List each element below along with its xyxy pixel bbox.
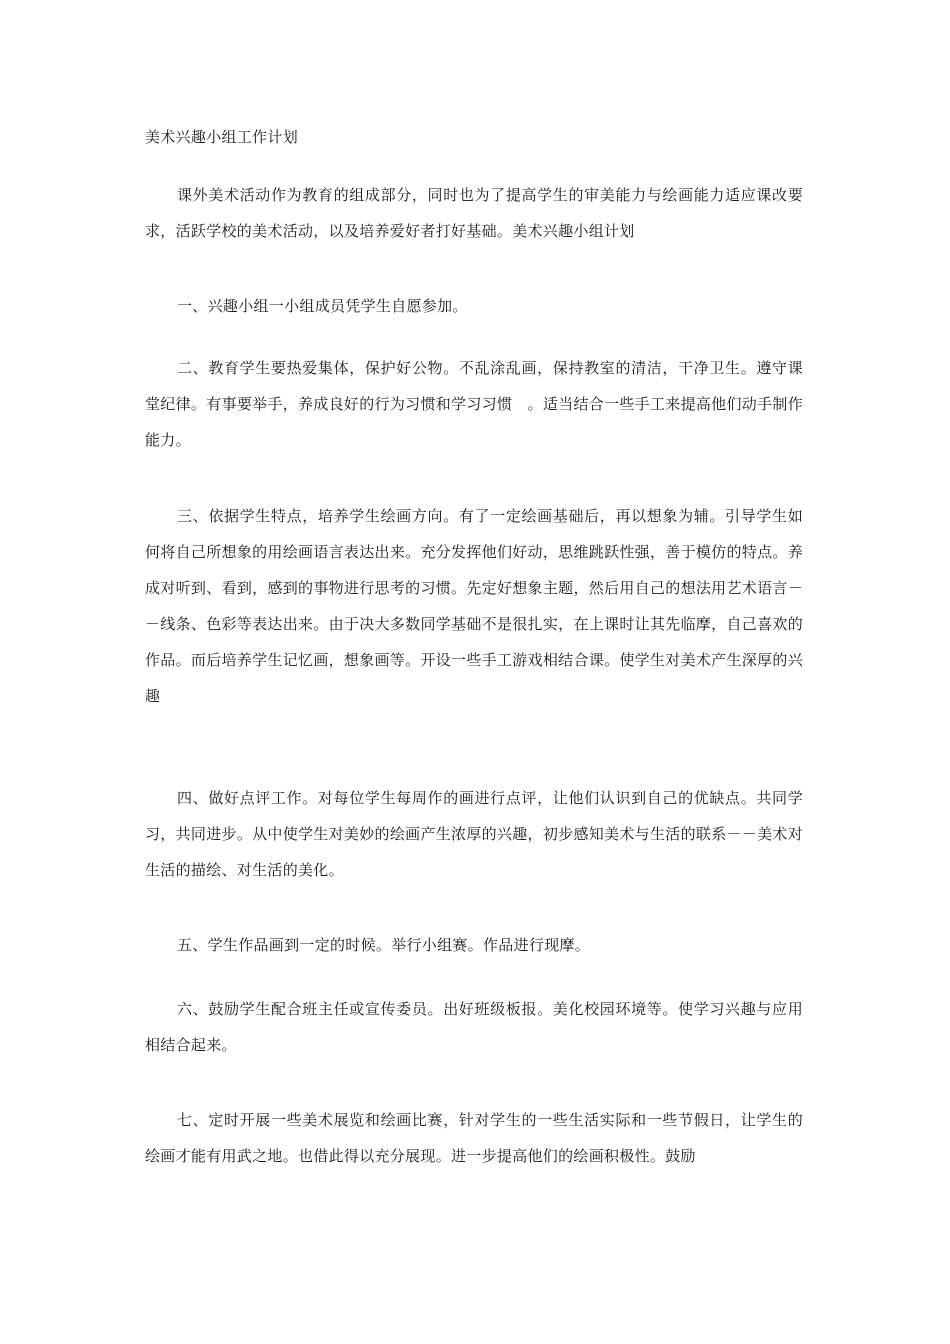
item-2-paragraph: 二、教育学生要热爱集体，保护好公物。不乱涂乱画，保持教室的清洁，干净卫生。遵守课堂纪律。有事要举手，养成良好的行为习惯和学习习惯 。适当结合一些手工来提高他们动手制作能力。 [145, 359, 803, 449]
item-6-paragraph: 六、鼓励学生配合班主任或宣传委员。出好班级板报。美化校园环境等。使学习兴趣与应用相结合起来。 [145, 1000, 803, 1054]
item-7-paragraph: 七、定时开展一些美术展览和绘画比赛，针对学生的一些生活实际和一些节假日，让学生的绘画才能有用武之地。也借此得以充分展现。进一步提高他们的绘画积极性。鼓励 [145, 1111, 803, 1165]
item-1-paragraph: 一、兴趣小组一小组成员凭学生自愿参加。 [177, 297, 468, 315]
item-5-paragraph: 五、学生作品画到一定的时候。举行小组赛。作品进行现摩。 [177, 936, 591, 954]
document-title: 美术兴趣小组工作计划 [145, 128, 299, 146]
intro-paragraph: 课外美术活动作为教育的组成部分，同时也为了提高学生的审美能力与绘画能力适应课改要求，活跃学校的美术活动，以及培养爱好者打好基础。美术兴趣小组计划 [145, 186, 803, 240]
item-4-paragraph: 四、做好点评工作。对每位学生每周作的画进行点评，让他们认识到自己的优缺点。共同学习，共同进步。从中使学生对美妙的绘画产生浓厚的兴趣，初步感知美术与生活的联系－－美术对生活的描绘、对生活的美化。 [145, 789, 803, 879]
item-3-paragraph: 三、依据学生特点，培养学生绘画方向。有了一定绘画基础后，再以想象为辅。引导学生如何将自己所想象的用绘画语言表达出来。充分发挥他们好动，思维跳跃性强，善于模仿的特点。养成对听到、看到，感到的事物进行思考的习惯。先定好想象主题，然后用自己的想法用艺术语言－－线条、色彩等表达出来。由于决大多数同学基础不是很扎实，在上课时让其先临摩，自己喜欢的作品。而后培养学生记忆画，想象画等。开设一些手工游戏相结合课。使学生对美术产生深厚的兴趣 [145, 507, 803, 705]
